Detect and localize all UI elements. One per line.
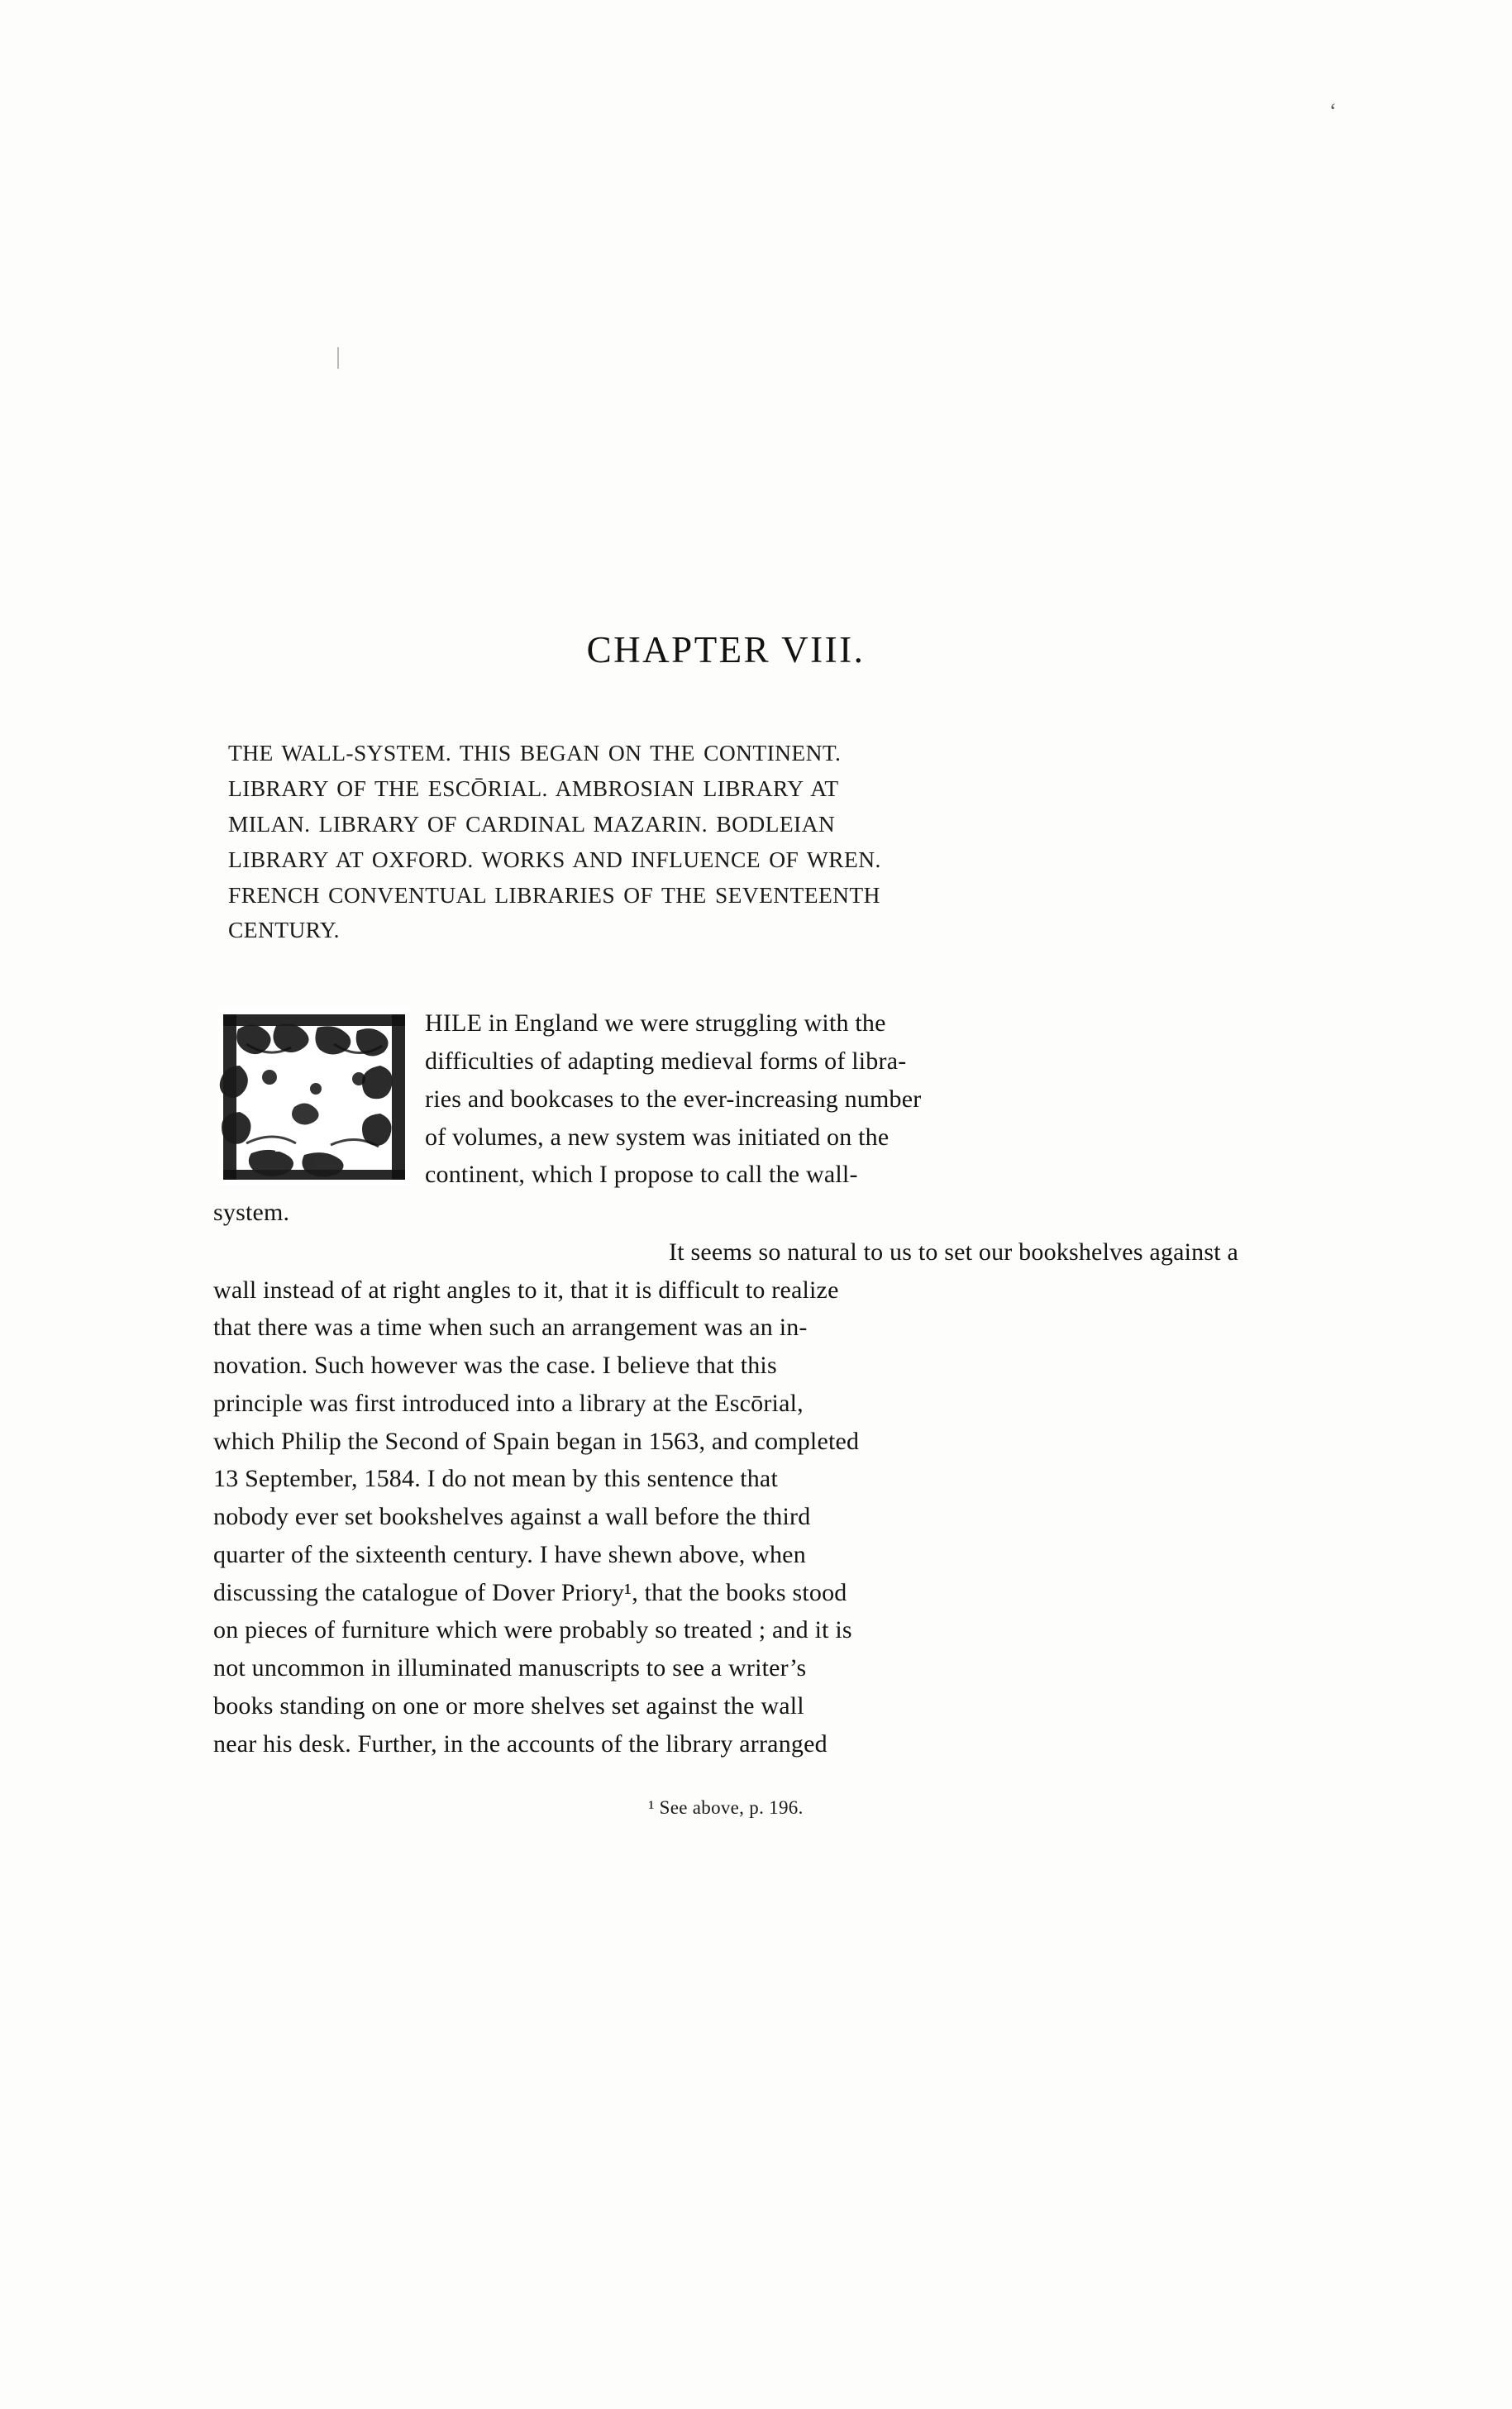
text-line-content: not uncommon in illuminated manuscripts to see a writer’s: [213, 1654, 807, 1682]
text-line: [213, 1574, 1238, 1612]
text-line: [213, 1687, 1238, 1725]
text-line-content: 13 September, 1584. I do not mean by this sentence that: [213, 1465, 778, 1493]
second-paragraph: [213, 1232, 1238, 1763]
text-line: [213, 1611, 1238, 1649]
text-line-content: quarter of the sixteenth century. I have shewn above, when: [213, 1540, 806, 1568]
summary-line-text: CENTURY.: [228, 917, 340, 943]
text-line: [213, 1347, 1238, 1385]
text-line: [213, 1649, 1238, 1687]
text-line: [213, 1385, 1238, 1423]
text-line: [213, 1498, 1238, 1536]
text-line-content: system.: [213, 1199, 290, 1227]
chapter-summary: [213, 736, 1238, 948]
text-line-content: which Philip the Second of Spain began in 1563, and completed: [213, 1427, 860, 1455]
summary-line: [228, 807, 1233, 842]
text-line: [425, 1080, 1238, 1119]
text-line: [213, 1309, 1238, 1347]
text-line: [213, 1233, 1238, 1271]
text-line: [213, 1460, 1238, 1498]
text-line-content: nobody ever set bookshelves against a wall before the third: [213, 1503, 811, 1531]
text-line-content: that there was a time when such an arrangement was an in-: [213, 1314, 808, 1342]
text-line-content: HILE in England we were struggling with the: [425, 1009, 886, 1038]
summary-line: [228, 878, 1233, 914]
page-content: [213, 628, 1238, 1819]
summary-line-text: MILAN. LIBRARY OF CARDINAL MAZARIN. BODLEIAN: [228, 810, 836, 837]
text-line: [213, 1194, 1238, 1232]
text-line-content: continent, which I propose to call the wall-: [425, 1161, 858, 1189]
text-line-content: of volumes, a new system was initiated on the: [425, 1123, 890, 1151]
text-line: [425, 1042, 1238, 1080]
text-line-content: wall instead of at right angles to it, that it is difficult to realize: [213, 1276, 839, 1304]
text-line: [213, 1725, 1238, 1763]
text-line-content: near his desk. Further, in the accounts of the library arranged: [213, 1729, 828, 1758]
illuminated-initial-W-icon: [218, 1008, 410, 1185]
margin-tick-mark: ‘: [1329, 99, 1337, 123]
text-line: [213, 1423, 1238, 1461]
text-line: [425, 1156, 1238, 1194]
text-line-content: discussing the catalogue of Dover Priory¹, that the books stood: [213, 1578, 847, 1606]
summary-line: [228, 736, 1233, 771]
paragraph-indent: [213, 1233, 256, 1271]
text-line-content: novation. Such however was the case. I believe that this: [213, 1352, 777, 1380]
text-line-content: It seems so natural to us to set our bookshelves against a: [669, 1238, 1238, 1266]
text-line-content: books standing on one or more shelves set against the wall: [213, 1691, 804, 1720]
summary-line: [228, 913, 1233, 948]
chapter-title: CHAPTER VIII.: [586, 629, 866, 670]
crop-mark: [337, 347, 339, 369]
footnote: ¹ See above, p. 196.: [648, 1797, 804, 1819]
text-line: [425, 1119, 1238, 1157]
text-line-content: on pieces of furniture which were probably so treated ; and it is: [213, 1616, 852, 1644]
summary-line-text: LIBRARY OF THE ESCŌRIAL. AMBROSIAN LIBRARY AT: [228, 775, 839, 801]
text-line-content: principle was first introduced into a library at the Escōrial,: [213, 1389, 804, 1417]
text-line-content: ries and bookcases to the ever-increasing number: [425, 1085, 922, 1113]
text-line-content: difficulties of adapting medieval forms of libra-: [425, 1047, 907, 1076]
text-line: [213, 1536, 1238, 1574]
summary-line-text: LIBRARY AT OXFORD. WORKS AND INFLUENCE OF WREN.: [228, 846, 881, 872]
summary-line: [228, 771, 1233, 807]
text-line: [425, 1004, 1238, 1042]
summary-line-text: FRENCH CONVENTUAL LIBRARIES OF THE SEVENTEENTH: [228, 881, 880, 908]
summary-line-text: THE WALL-SYSTEM. THIS BEGAN ON THE CONTINENT.: [228, 740, 842, 766]
summary-line: [228, 842, 1233, 878]
text-line: [213, 1271, 1238, 1309]
first-paragraph-block: [213, 1003, 1238, 1232]
